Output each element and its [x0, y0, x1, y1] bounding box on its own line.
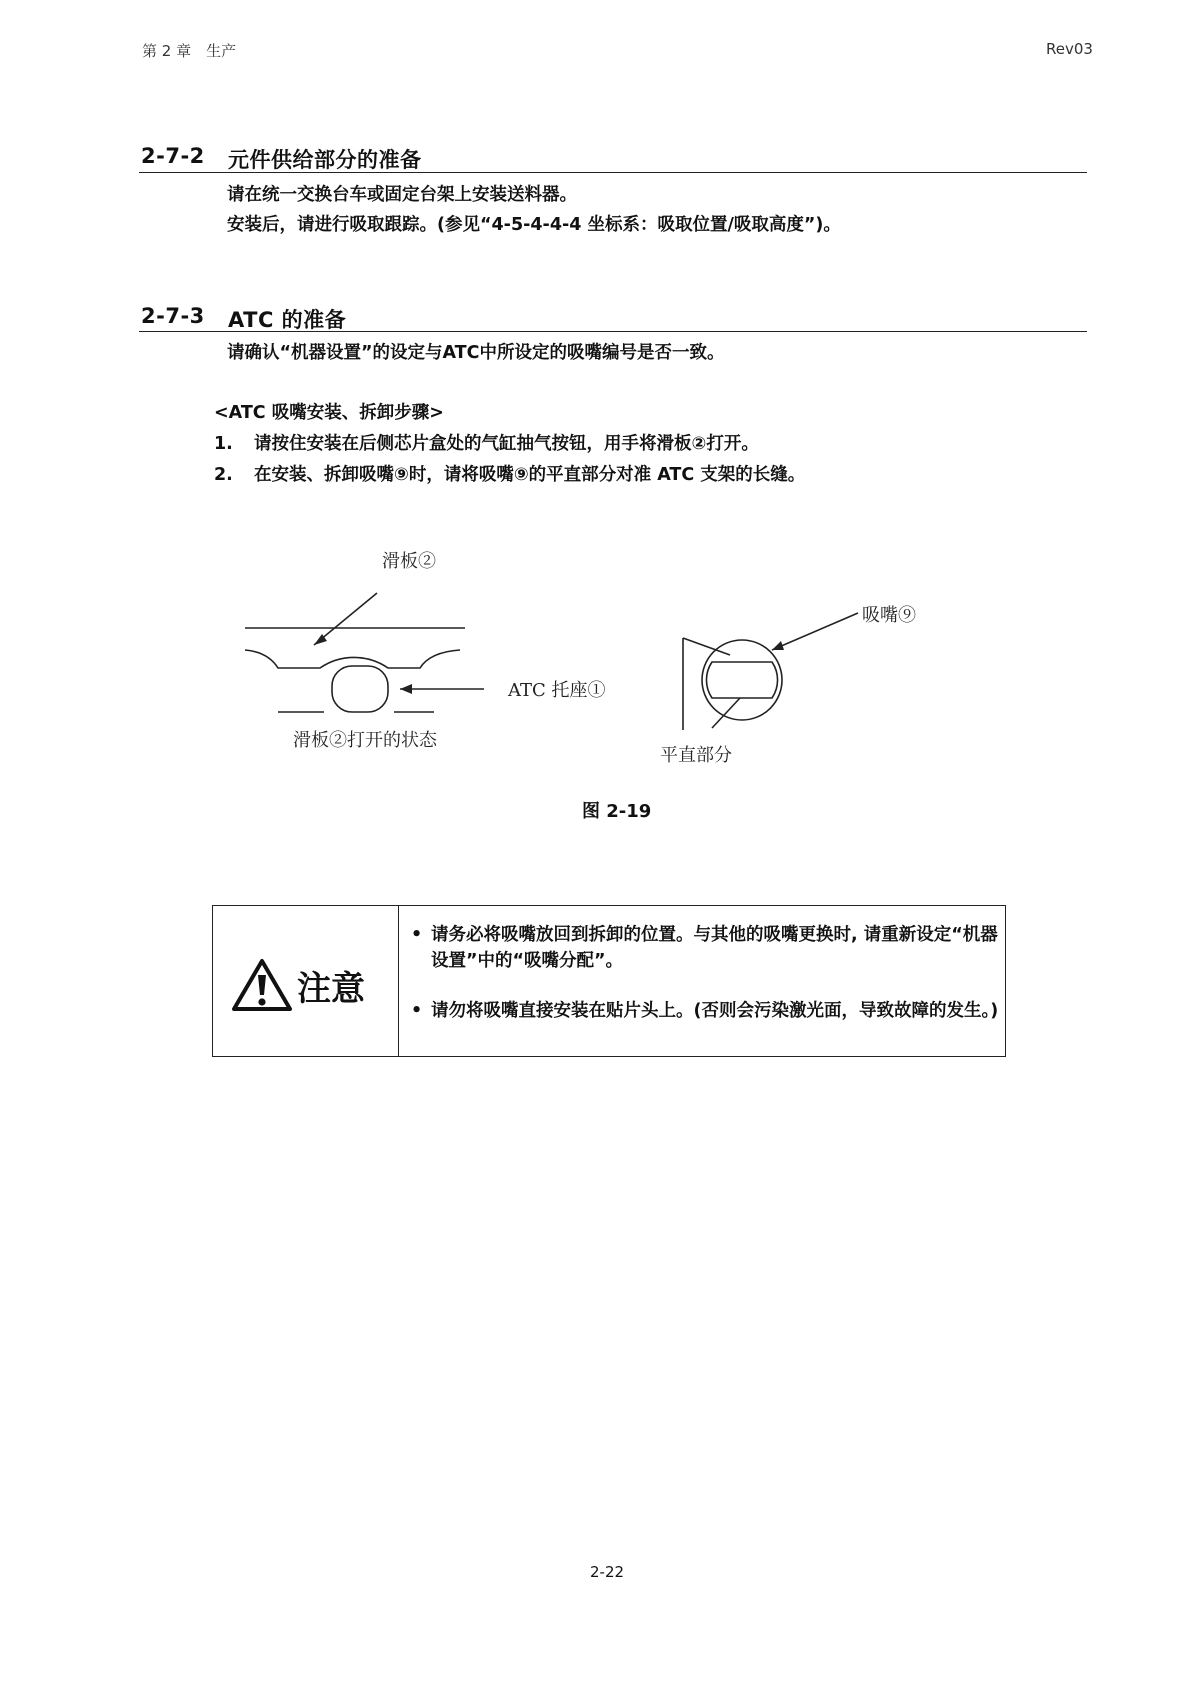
page-number: 2-22 [590, 1563, 625, 1581]
label-slide-open-state: 滑板②打开的状态 [293, 730, 437, 751]
bracket-slant [683, 638, 730, 655]
atc-holder-shape [332, 666, 388, 712]
section-number-272: 2-7-2 [141, 144, 205, 168]
caution-content-cell [399, 906, 1005, 1056]
section-title-273: ATC 的准备 [228, 308, 347, 332]
nozzle-arrow-head [772, 641, 784, 650]
bullet-mark: • [411, 1001, 423, 1021]
bullet-mark: • [411, 925, 423, 945]
section-273-intro: 请确认“机器设置”的设定与ATC中所设定的吸嘴编号是否一致。 [227, 343, 725, 363]
step-1-text: 请按住安装在后侧芯片盒处的气缸抽气按钮，用手将滑板②打开。 [254, 434, 759, 454]
revision-label: Rev03 [1046, 40, 1093, 58]
caution-item-1-text: 请务必将吸嘴放回到拆卸的位置。与其他的吸嘴更换时, 请重新设定“机器设置”中的“吸嘴分配”。 [431, 925, 998, 971]
label-nozzle: 吸嘴⑨ [862, 605, 916, 626]
caution-label-cell [213, 906, 399, 1056]
section-number-273: 2-7-3 [141, 304, 205, 328]
warning-icon [231, 958, 293, 1012]
caution-notice [212, 905, 1006, 1057]
procedure-title: <ATC 吸嘴安装、拆卸步骤> [214, 403, 444, 423]
caution-item-2-text: 请勿将吸嘴直接安装在贴片头上。(否则会污染激光面，导致故障的发生。) [431, 1001, 999, 1021]
holder-arrow-head [400, 684, 412, 694]
step-2-number: 2. [214, 465, 233, 485]
section-272-line-1: 请在统一交换台车或固定台架上安装送料器。 [227, 185, 577, 205]
chapter-header: 第 2 章 生产 [142, 42, 237, 60]
nozzle-inner-shape [706, 662, 777, 698]
section-title-272: 元件供给部分的准备 [228, 148, 422, 172]
caution-word: 注意 [297, 969, 365, 1009]
figure-caption: 图 2-19 [582, 801, 652, 822]
nozzle-arrow-line [772, 613, 858, 650]
label-slide-plate: 滑板② [382, 551, 436, 572]
label-atc-holder: ATC 托座① [508, 680, 606, 701]
step-2-text: 在安装、拆卸吸嘴⑨时，请将吸嘴⑨的平直部分对准 ATC 支架的长缝。 [254, 465, 806, 485]
nozzle-outer-circle [702, 640, 782, 720]
step-1-number: 1. [214, 434, 233, 454]
label-flat-part: 平直部分 [660, 745, 732, 766]
section-272-line-2: 安装后，请进行吸取跟踪。(参见“4-5-4-4-4 坐标系：吸取位置/吸取高度”)。 [227, 215, 841, 235]
flat-part-line [712, 698, 740, 728]
